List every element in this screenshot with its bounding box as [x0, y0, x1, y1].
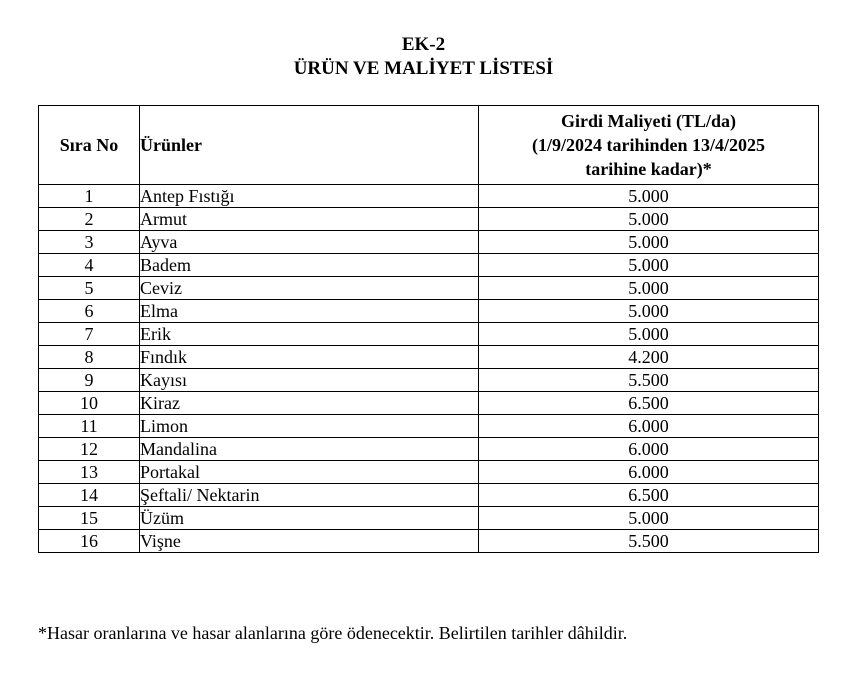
table-row: [39, 300, 819, 323]
table-row: [39, 484, 819, 507]
product-name: Armut: [140, 208, 479, 231]
input-cost: 5.000: [479, 277, 819, 300]
table-body: [39, 185, 819, 553]
input-cost: 6.000: [479, 461, 819, 484]
column-header-no: Sıra No: [39, 106, 140, 185]
cost-header-line-1: Girdi Maliyeti (TL/da): [561, 111, 736, 131]
cost-header-line-3: tarihine kadar)*: [585, 159, 712, 179]
row-number: 1: [39, 185, 140, 208]
input-cost: 5.000: [479, 300, 819, 323]
row-number: 11: [39, 415, 140, 438]
product-name: Fındık: [140, 346, 479, 369]
product-name: Erik: [140, 323, 479, 346]
table-row: [39, 438, 819, 461]
input-cost: 5.500: [479, 369, 819, 392]
input-cost: 5.000: [479, 323, 819, 346]
input-cost: 6.000: [479, 415, 819, 438]
input-cost: 6.000: [479, 438, 819, 461]
table-row: [39, 208, 819, 231]
product-name: Üzüm: [140, 507, 479, 530]
footnote: *Hasar oranlarına ve hasar alanlarına göre ödenecektir. Belirtilen tarihler dâhildir.: [38, 623, 628, 643]
table-row: [39, 185, 819, 208]
input-cost: 5.000: [479, 507, 819, 530]
column-header-product: Ürünler: [140, 106, 479, 185]
row-number: 15: [39, 507, 140, 530]
row-number: 12: [39, 438, 140, 461]
row-number: 6: [39, 300, 140, 323]
input-cost: 5.000: [479, 208, 819, 231]
row-number: 16: [39, 530, 140, 553]
table-row: [39, 507, 819, 530]
row-number: 4: [39, 254, 140, 277]
table-row: [39, 530, 819, 553]
product-name: Kayısı: [140, 369, 479, 392]
table-row: [39, 254, 819, 277]
table-row: [39, 461, 819, 484]
input-cost: 5.500: [479, 530, 819, 553]
row-number: 3: [39, 231, 140, 254]
row-number: 2: [39, 208, 140, 231]
product-name: Portakal: [140, 461, 479, 484]
row-number: 5: [39, 277, 140, 300]
product-cost-table: [38, 105, 819, 553]
input-cost: 4.200: [479, 346, 819, 369]
table-row: [39, 369, 819, 392]
product-name: Badem: [140, 254, 479, 277]
product-name: Kiraz: [140, 392, 479, 415]
row-number: 8: [39, 346, 140, 369]
table-row: [39, 346, 819, 369]
table-row: [39, 392, 819, 415]
cost-header-line-2: (1/9/2024 tarihinden 13/4/2025: [531, 135, 765, 155]
row-number: 13: [39, 461, 140, 484]
product-name: Antep Fıstığı: [140, 185, 479, 208]
product-name: Ayva: [140, 231, 479, 254]
row-number: 9: [39, 369, 140, 392]
input-cost: 5.000: [479, 254, 819, 277]
product-name: Ceviz: [140, 277, 479, 300]
input-cost: 5.000: [479, 185, 819, 208]
document-title: ÜRÜN VE MALİYET LİSTESİ: [293, 58, 554, 79]
row-number: 10: [39, 392, 140, 415]
annex-label: EK-2: [401, 34, 446, 55]
row-number: 14: [39, 484, 140, 507]
input-cost: 6.500: [479, 392, 819, 415]
product-name: Vişne: [140, 530, 479, 553]
table-row: [39, 323, 819, 346]
table-row: [39, 415, 819, 438]
document-header: [0, 33, 847, 81]
product-name: Mandalina: [140, 438, 479, 461]
row-number: 7: [39, 323, 140, 346]
table-header-row: [39, 106, 819, 185]
table-row: [39, 277, 819, 300]
input-cost: 6.500: [479, 484, 819, 507]
product-name: Limon: [140, 415, 479, 438]
table-row: [39, 231, 819, 254]
column-header-cost: [479, 106, 819, 185]
input-cost: 5.000: [479, 231, 819, 254]
product-name: Elma: [140, 300, 479, 323]
product-name: Şeftali/ Nektarin: [140, 484, 479, 507]
